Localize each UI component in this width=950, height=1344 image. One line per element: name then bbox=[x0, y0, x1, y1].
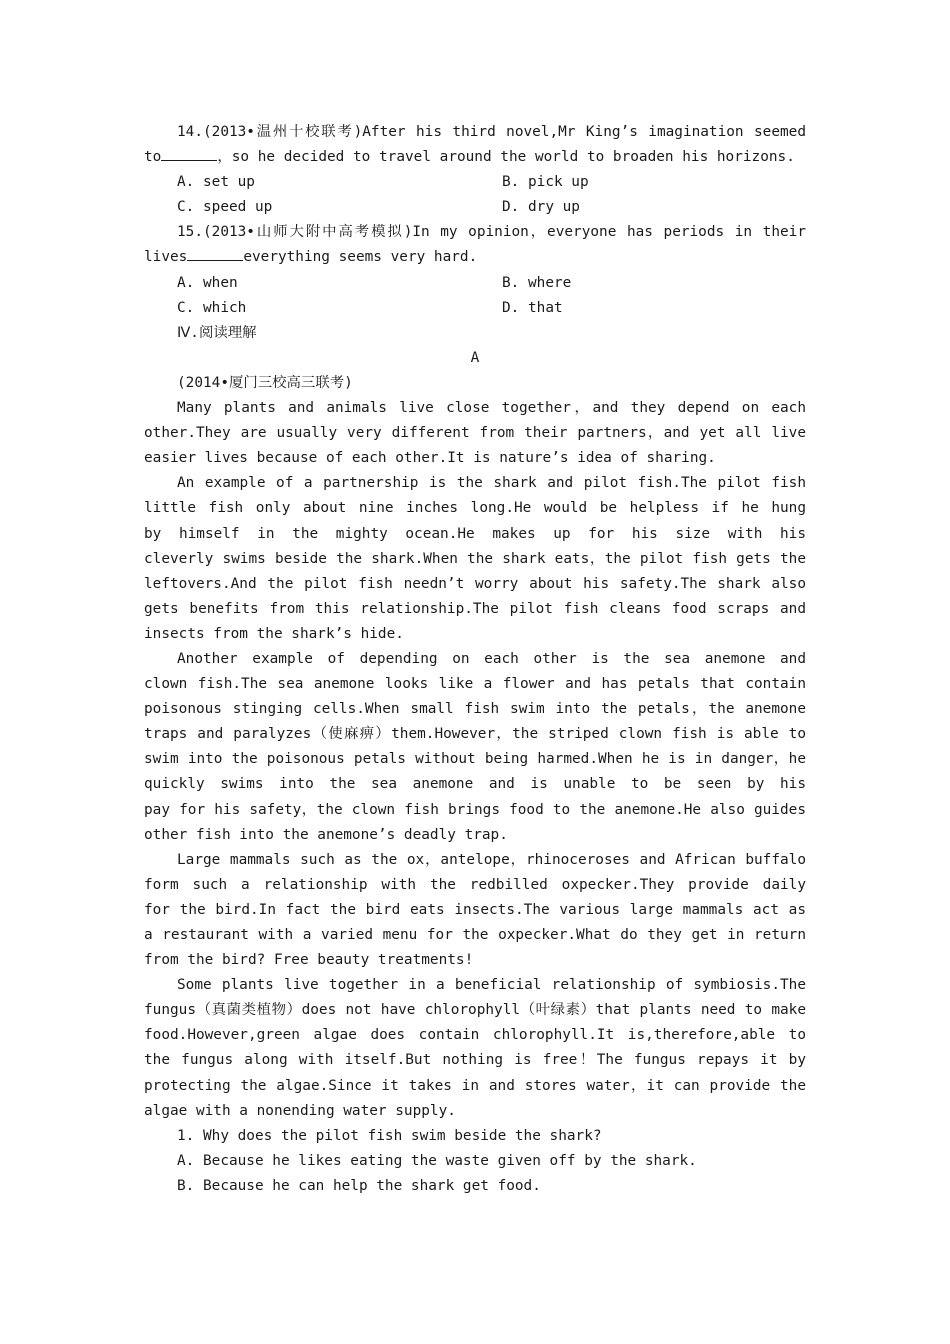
passage-label: A bbox=[470, 349, 480, 366]
paragraph-line: insects from the shark’s hide. bbox=[144, 625, 404, 642]
paragraph-line: fungus（真菌类植物）does not have chlorophyll（叶绿素）that plants need to make bbox=[144, 1002, 806, 1019]
paragraph-line: form such a relationship with the redbilled oxpecker.They provide daily bbox=[144, 876, 806, 893]
paragraph-line: An example of a partnership is the shark and pilot fish.The pilot fish bbox=[177, 475, 806, 492]
paragraph-2 bbox=[144, 471, 806, 647]
paragraph-5 bbox=[144, 973, 806, 1124]
paragraph-line: little fish only about nine inches long.He would be helpless if he hung bbox=[144, 500, 806, 517]
q14-option-a: A. set up bbox=[177, 174, 255, 191]
q14-line2-post: ，so he decided to travel around the world to broaden his horizons. bbox=[217, 149, 795, 166]
paragraph-line: a restaurant with a varied menu for the oxpecker.What do they get in return bbox=[144, 927, 806, 943]
paragraph-line: poisonous stinging cells.When small fish swim into the petals，the anemone bbox=[144, 701, 806, 718]
paragraph-line: pay for his safety，the clown fish brings food to the anemone.He also guides bbox=[144, 801, 806, 818]
paragraph-line: food.However,green algae does contain chlorophyll.It is,therefore,able to bbox=[144, 1027, 806, 1044]
q15-option-a: A. when bbox=[177, 274, 238, 291]
paragraph-line: quickly swims into the sea anemone and is unable to be seen by his bbox=[144, 776, 806, 793]
question-1-option-a[interactable]: A. Because he likes eating the waste given off by the shark. bbox=[177, 1152, 697, 1169]
paragraph-line: Large mammals such as the ox，antelope，rhinoceroses and African buffalo bbox=[177, 851, 806, 868]
question-1-stem: 1. Why does the pilot fish swim beside the shark? bbox=[177, 1127, 602, 1144]
paragraph-line: by himself in the mighty ocean.He makes up for his size with his bbox=[144, 525, 806, 542]
paragraph-line: clown fish.The sea anemone looks like a flower and has petals that contain bbox=[144, 676, 806, 693]
q15-line2-pre: lives bbox=[144, 249, 188, 266]
paragraph-3 bbox=[144, 647, 806, 848]
q15-option-c: C. which bbox=[177, 299, 247, 316]
paragraph-line: Some plants live together in a beneficial relationship of symbiosis.The bbox=[177, 977, 806, 994]
section-heading: Ⅳ.阅读理解 bbox=[177, 324, 257, 341]
question-1-option-b[interactable]: B. Because he can help the shark get food. bbox=[177, 1177, 541, 1194]
paragraph-line: protecting the algae.Since it takes in and stores water，it can provide the bbox=[144, 1077, 806, 1094]
q14-line1: 14.(2013•温州十校联考)After his third novel,Mr King’s imagination seemed bbox=[177, 124, 806, 140]
paragraph-line: from the bird? Free beauty treatments! bbox=[144, 952, 474, 969]
q14-line2-pre: to bbox=[144, 149, 162, 166]
document-page bbox=[144, 120, 806, 1199]
q14-blank[interactable] bbox=[161, 146, 217, 161]
paragraph-1 bbox=[144, 396, 806, 471]
q15-option-b: B. where bbox=[502, 274, 572, 291]
paragraph-line: traps and paralyzes（使麻痹）them.However，the striped clown fish is able to bbox=[144, 726, 806, 743]
q15-options-row2 bbox=[144, 296, 806, 321]
q15-option-d: D. that bbox=[502, 299, 563, 316]
q14-options-row2 bbox=[144, 195, 806, 220]
q14-option-b: B. pick up bbox=[502, 174, 589, 191]
q15-line2 bbox=[144, 245, 806, 270]
paragraph-line: other fish into the anemone’s deadly trap. bbox=[144, 826, 508, 843]
paragraph-line: Many plants and animals live close together，and they depend on each bbox=[177, 400, 806, 417]
paragraph-line: Another example of depending on each other is the sea anemone and bbox=[177, 650, 806, 667]
paragraph-4 bbox=[144, 848, 806, 973]
q14-option-d: D. dry up bbox=[502, 199, 580, 216]
q14-line2 bbox=[144, 145, 806, 170]
q15-line1: 15.(2013•山师大附中高考模拟)In my opinion，everyone has periods in their bbox=[177, 224, 806, 241]
paragraph-line: easier lives because of each other.It is nature’s idea of sharing. bbox=[144, 450, 716, 467]
paragraph-line: for the bird.In fact the bird eats insects.The various large mammals act as bbox=[144, 901, 806, 918]
q15-options-row1 bbox=[144, 271, 806, 296]
q14-option-c: C. speed up bbox=[177, 199, 273, 216]
paragraph-line: gets benefits from this relationship.The pilot fish cleans food scraps and bbox=[144, 600, 806, 617]
paragraph-line: cleverly swims beside the shark.When the shark eats，the pilot fish gets the bbox=[144, 550, 806, 567]
paragraph-line: other.They are usually very different from their partners，and yet all live bbox=[144, 425, 806, 442]
q15-blank[interactable] bbox=[187, 246, 243, 261]
paragraph-line: algae with a nonending water supply. bbox=[144, 1102, 456, 1119]
q15-line2-post: everything seems very hard. bbox=[243, 249, 478, 266]
passage-source: (2014•厦门三校高三联考) bbox=[177, 374, 353, 391]
paragraph-line: swim into the poisonous petals without being harmed.When he is in danger，he bbox=[144, 751, 806, 768]
paragraph-line: the fungus along with itself.But nothing is free！The fungus repays it by bbox=[144, 1052, 806, 1069]
q14-options-row1 bbox=[144, 170, 806, 195]
paragraph-line: leftovers.And the pilot fish needn’t worry about his safety.The shark also bbox=[144, 575, 806, 592]
